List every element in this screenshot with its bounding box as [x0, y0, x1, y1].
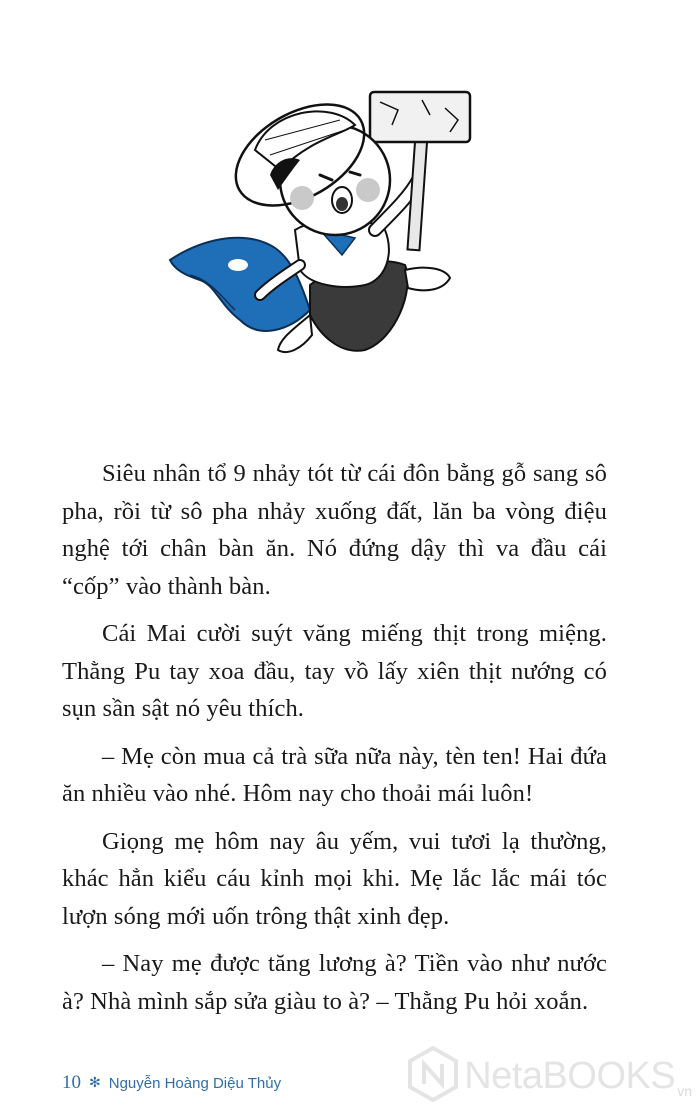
watermark-brand: NetaBOOKS [464, 1055, 676, 1097]
paragraph: Giọng mẹ hôm nay âu yếm, vui tươi lạ thường, khác hẳn kiểu cáu kỉnh mọi khi. Mẹ lắc lắc mái tóc lượn sóng mới uốn trông thật xinh đẹp. [62, 827, 607, 930]
watermark-suffix: vn [677, 1083, 692, 1099]
page-footer [62, 1072, 281, 1094]
story-text [62, 455, 607, 1030]
paragraph: Siêu nhân tổ 9 nhảy tót từ cái đôn bằng gỗ sang sô pha, rồi từ sô pha nhảy xuống đất, lăn ba vòng điệu nghệ tới chân bàn ăn. Nó đứng dậy thì va đầu cái “cốp” vào thành bàn. [62, 460, 607, 600]
paragraph: – Nay mẹ được tăng lương à? Tiền vào như nước à? Nhà mình sắp sửa giàu to à? – Thằng Pu hỏi xoắn. [62, 950, 607, 1015]
author-name: Nguyễn Hoàng Diệu Thủy [108, 1074, 282, 1092]
netabooks-watermark [408, 1046, 692, 1107]
page-number: 10 [62, 1072, 81, 1093]
asterisk-separator-icon: ✻ [89, 1075, 101, 1091]
paragraph: Cái Mai cười suýt văng miếng thịt trong miệng. Thằng Pu tay xoa đầu, tay vồ lấy xiên thịt nướng có sụn sần sật nó yêu thích. [62, 620, 607, 722]
paragraph: – Mẹ còn mua cả trà sữa nữa này, tèn ten! Hai đứa ăn nhiều vào nhé. Hôm nay cho thoải mái luôn! [62, 742, 607, 807]
netabooks-logo-icon [408, 1046, 458, 1107]
superhero-boy-illustration [160, 80, 480, 380]
